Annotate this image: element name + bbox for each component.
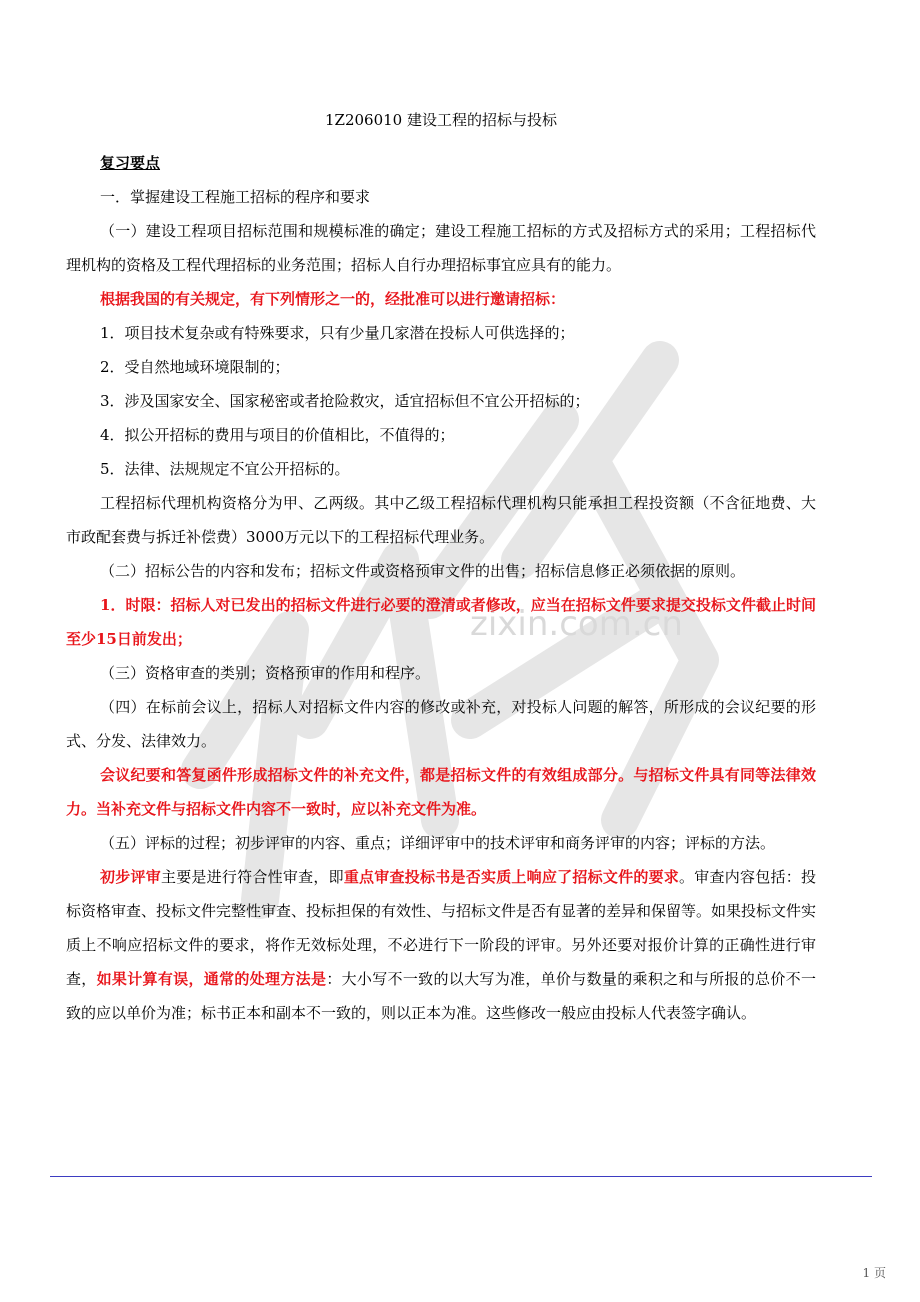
red-invite-note: 根据我国的有关规定，有下列情形之一的，经批准可以进行邀请招标： — [100, 290, 566, 308]
eval-red-a: 初步评审 — [100, 868, 161, 886]
page-title: 1Z206010 建设工程的招标与投标 — [325, 111, 557, 129]
list-item: 4．拟公开招标的费用与项目的价值相比，不值得的； — [100, 426, 455, 444]
review-heading: 复习要点 — [100, 154, 161, 172]
red-minutes-note: 会议纪要和答复函件形成招标文件的补充文件，都是招标文件的有效组成部分。与招标文件具有同等法律效力。当补充文件与招标文件内容不一致时，应以补充文件为准。 — [66, 766, 816, 818]
paragraph-3: （三）资格审查的类别；资格预审的作用和程序。 — [100, 664, 431, 682]
section-heading: 一．掌握建设工程施工招标的程序和要求 — [100, 188, 371, 206]
paragraph-agency: 工程招标代理机构资格分为甲、乙两级。其中乙级工程招标代理机构只能承担工程投资额（不含征地费、大市政配套费与拆迁补偿费）3000万元以下的工程招标代理业务。 — [66, 494, 816, 546]
page-number: 1 页 — [862, 1266, 886, 1280]
paragraph-1: （一）建设工程项目招标范围和规模标准的确定；建设工程施工招标的方式及招标方式的采用；工程招标代理机构的资格及工程代理招标的业务范围；招标人自行办理招标事宜应具有的能力。 — [66, 222, 816, 274]
paragraph-evaluation — [66, 860, 816, 1030]
list-item: 2．受自然地域环境限制的； — [100, 358, 290, 376]
paragraph-5: （五）评标的过程；初步评审的内容、重点；详细评审中的技术评审和商务评审的内容；评标的方法。 — [100, 834, 776, 852]
eval-red-c: 重点审查投标书是否实质上响应了招标文件的要求 — [343, 868, 680, 886]
list-item: 5．法律、法规规定不宜公开招标的。 — [100, 460, 350, 478]
paragraph-4: （四）在标前会议上，招标人对招标文件内容的修改或补充，对投标人问题的解答，所形成的会议纪要的形式、分发、法律效力。 — [66, 698, 816, 750]
eval-text-b: 主要是进行符合性审查，即 — [160, 868, 344, 886]
document-body — [66, 110, 816, 1030]
list-item: 1．项目技术复杂或有特殊要求，只有少量几家潜在投标人可供选择的； — [100, 324, 575, 342]
eval-text-f: ：大小写不一致的以大写为准，单价与数量的乘积之和与所报的总价不一致的应以单价为准；标书正本和副本不一致的，则以正本为准。这些修改一般应由投标人代表签字确认。 — [66, 970, 816, 1022]
paragraph-2: （二）招标公告的内容和发布；招标文件或资格预审文件的出售；招标信息修正必须依据的原则。 — [100, 562, 746, 580]
footer-divider — [50, 1176, 872, 1177]
red-timelimit-note: 1．时限：招标人对已发出的招标文件进行必要的澄清或者修改，应当在招标文件要求提交投标文件截止时间至少15日前发出； — [66, 596, 816, 648]
list-item: 3．涉及国家安全、国家秘密或者抢险救灾，适宜招标但不宜公开招标的； — [100, 392, 590, 410]
watermark-text: zixin.com.cn — [470, 604, 683, 644]
eval-red-e: 如果计算有误，通常的处理方法是 — [96, 970, 327, 988]
eval-text-d: 。审查内容包括：投标资格审查、投标文件完整性审查、投标担保的有效性、与招标文件是否有显著的差异和保留等。如果投标文件实质上不响应招标文件的要求，将作无效标处理，不必进行下一阶段的评审。另外还要对报价计算的正确性进行审查， — [66, 868, 817, 988]
